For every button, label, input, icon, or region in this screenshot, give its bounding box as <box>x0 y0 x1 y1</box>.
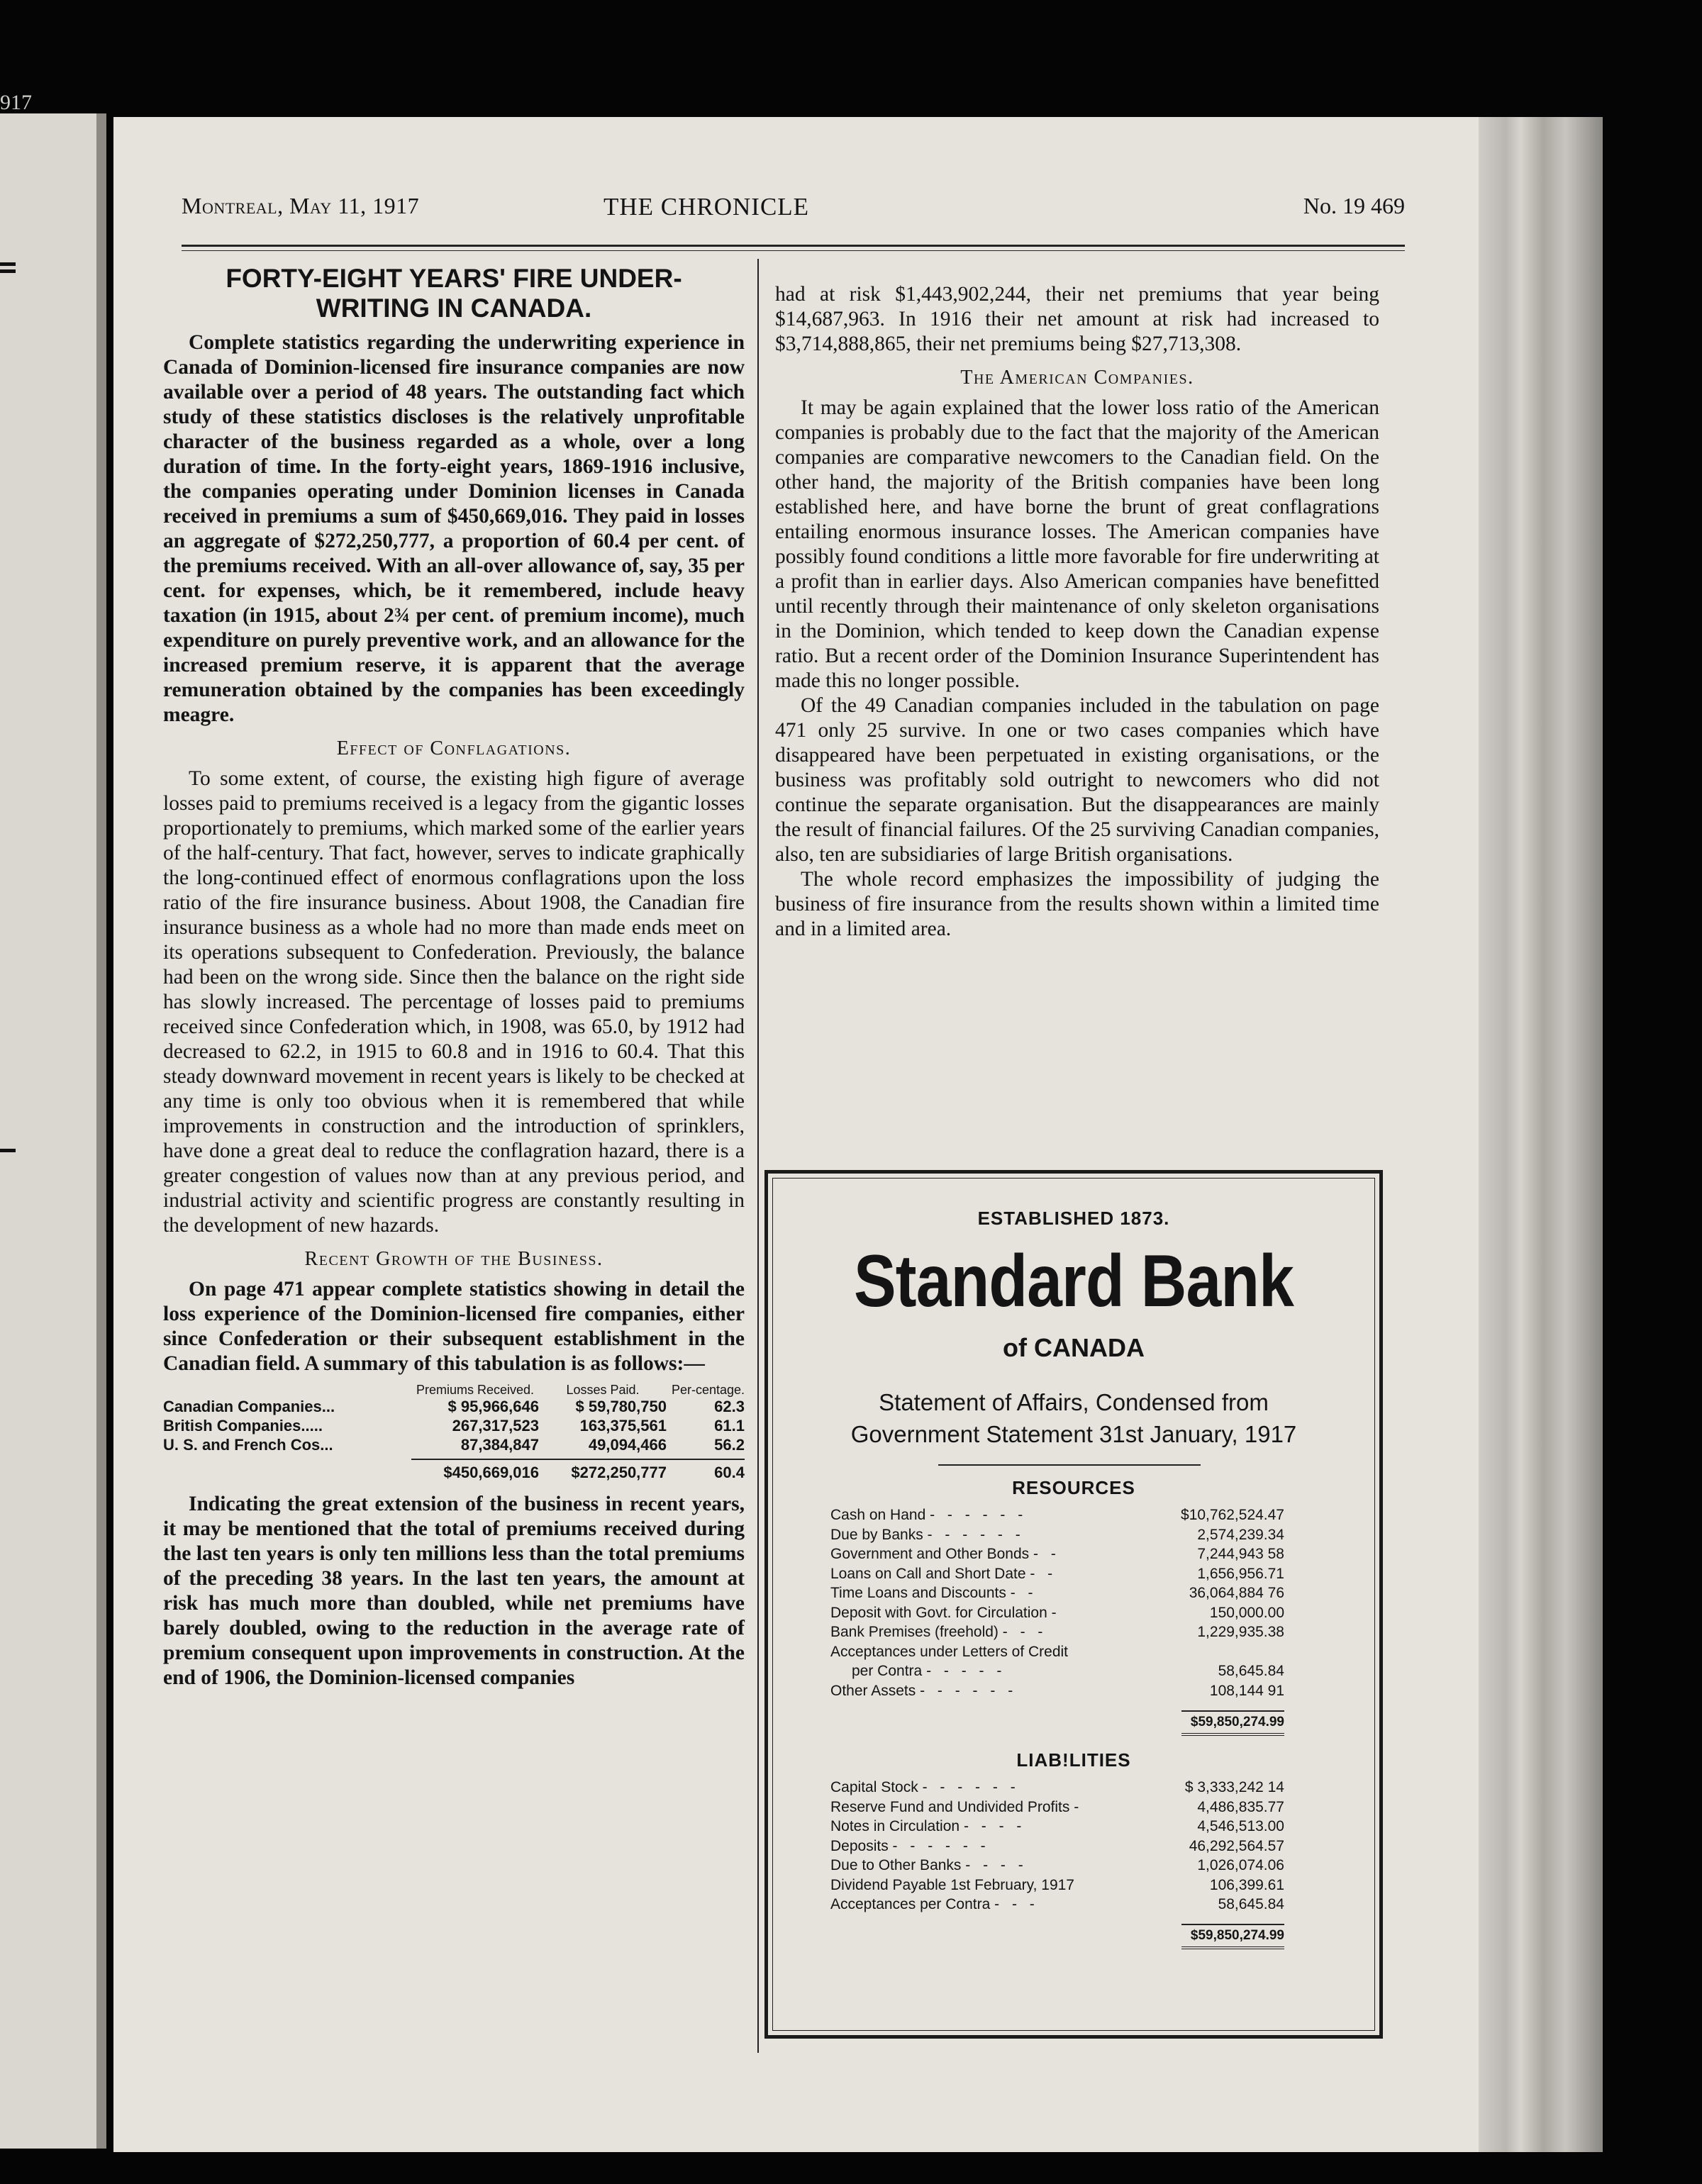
article-title-line1: FORTY-EIGHT YEARS' FIRE UNDER- <box>226 264 682 293</box>
previous-page-rule <box>0 1149 16 1152</box>
subheading-recent-growth: Recent Growth of the Business. <box>304 1248 604 1270</box>
list-item: Deposit with Govt. for Circulation - 150,000.00 <box>830 1604 1284 1621</box>
article-paragraph: Of the 49 Canadian companies included in the tabulation on page 471 only 25 survive. In one or two cases companies which have disappeared have been perpetuated in existing organisations, or the business was profitably sold outright to newcomers who did not continue the separate organisation. But the disappearances are mainly the result of financial failures. Of the 25 surviving Canadian companies, also, ten are subsidiaries of large British organisations. <box>775 694 1379 866</box>
header-publication-title: THE CHRONICLE <box>604 193 810 221</box>
column-divider <box>757 259 759 2053</box>
resources-list <box>830 1505 1284 1700</box>
resources-heading: RESOURCES <box>1012 1477 1135 1498</box>
list-item: Dividend Payable 1st February, 1917 106,399.61 <box>830 1876 1284 1893</box>
list-item: Due to Other Banks - - - - 1,026,074.06 <box>830 1857 1284 1873</box>
article-paragraph: had at risk $1,443,902,244, their net premiums that year being $14,687,963. In 1916 their net amount at risk had increased to $3,714,888,865, their net premiums being $27,713,308. <box>775 283 1379 355</box>
table-row: U. S. and French Cos... 87,384,847 49,094,466 56.2 <box>163 1436 745 1454</box>
page-header <box>182 193 1405 225</box>
list-item: Acceptances per Contra - - - 58,645.84 <box>830 1896 1284 1912</box>
previous-page-rule <box>0 269 16 273</box>
established-line: ESTABLISHED 1873. <box>977 1208 1170 1229</box>
list-item: Deposits - - - - - - 46,292,564.57 <box>830 1837 1284 1854</box>
article-paragraph: It may be again explained that the lower loss ratio of the American companies is probably due to the fact that the majority of the American companies are comparative newcomers to the Canadian field. On the other hand, the majority of the British companies have been long established here, and have borne the brunt of great conflagrations entailing enormous insurance losses. The American companies have possibly found conditions a little more favorable for fire underwriting at a profit than in earlier days. Also American companies have benefitted until recently through their maintenance of only skeleton organisations in the Dominion, which tended to keep down the Canadian expense ratio. But a recent order of the Dominion Insurance Superintendent has made this no longer possible. <box>775 396 1379 692</box>
page-fold <box>96 113 106 2149</box>
article-paragraph: The whole record emphasizes the impossibility of judging the business of fire insurance from the results shown within a limited time and in a limited area. <box>775 868 1379 940</box>
article-paragraph: To some extent, of course, the existing high figure of average losses paid to premiums received is a legacy from the gigantic losses proportionately to premiums, which marked some of the earlier years of the half-century. That fact, however, serves to indicate graphically the long-continued effect of enormous conflagrations upon the loss ratio of the fire insurance business. About 1908, the Canadian fire insurance business as a whole had no more than made ends meet on its operations subsequent to Confederation. Previously, the balance had been on the wrong side. Since then the balance on the right side has slowly increased. The percentage of losses paid to premiums received since Confederation which, in 1908, was 65.0, by 1912 had decreased to 62.2, in 1915 to 60.8 and in 1916 to 60.4. That this steady downward movement in recent years is likely to be checked at any time is only too obvious when it is remembered that while improvements in construction and the introduction of sprinklers, have done a great deal to reduce the conflagration hazard, there is a greater congestion of values now than at any previous period, and industrial activity and scientific progress are constantly resulting in the development of new hazards. <box>163 767 745 1237</box>
liabilities-list <box>830 1778 1284 1915</box>
previous-page-edge <box>0 113 106 2149</box>
advertisement-rule <box>938 1464 1201 1466</box>
header-rule-thin <box>182 250 1405 251</box>
header-rule <box>182 245 1405 247</box>
bank-name-subtitle: of CANADA <box>1003 1333 1145 1362</box>
column-right <box>775 282 1379 942</box>
subheading-american-companies: The American Companies. <box>960 367 1194 389</box>
bank-name: Standard Bank <box>853 1240 1294 1322</box>
summary-table <box>163 1383 745 1482</box>
list-item: Loans on Call and Short Date - - 1,656,956.71 <box>830 1565 1284 1582</box>
column-left <box>163 264 745 1690</box>
list-item: Capital Stock - - - - - - $ 3,333,242 14 <box>830 1779 1284 1795</box>
list-item: Notes in Circulation - - - - 4,546,513.00 <box>830 1818 1284 1834</box>
header-page-number: No. 19 469 <box>1303 193 1405 218</box>
article-paragraph: On page 471 appear complete statistics showing in detail the loss experience of the Dominion-licensed fire companies, either since Confederation or their subsequent establishment in the Canadian field. A summary of this tabulation is as follows:— <box>163 1278 745 1375</box>
liabilities-heading: LIAB!LITIES <box>1016 1749 1131 1771</box>
book-spine <box>1479 117 1603 2152</box>
column-header-percentage: Per-centage. <box>671 1383 745 1397</box>
statement-heading: Statement of Affairs, Condensed from Government Statement 31st January, 1917 <box>850 1389 1297 1447</box>
table-header-row <box>163 1383 745 1397</box>
liabilities-total: $59,850,274.99 <box>1181 1924 1284 1944</box>
list-item: Reserve Fund and Undivided Profits - 4,486,835.77 <box>830 1798 1284 1815</box>
table-total-row: $450,669,016 $272,250,777 60.4 <box>411 1459 745 1482</box>
bank-advertisement <box>764 1170 1383 2039</box>
table-row: Canadian Companies... $ 95,966,646 $ 59,780,750 62.3 <box>163 1398 745 1415</box>
previous-page-number-fragment: 917 <box>0 91 32 114</box>
article-title <box>163 264 745 323</box>
column-header-premiums: Premiums Received. <box>416 1383 535 1397</box>
previous-page-rule <box>0 262 16 266</box>
header-date: Montreal, May 11, 1917 <box>182 193 420 218</box>
article-paragraph: Indicating the great extension of the business in recent years, it may be mentioned that the total of premiums received during the last ten years is only ten millions less than the total premiums of the preceding 38 years. In the last ten years, the amount at risk has much more than doubled, while net premiums have barely doubled, owing to the reduction in the average rate of premium consequent upon improvements in construction. At the end of 1906, the Dominion-licensed companies <box>163 1493 745 1689</box>
newspaper-page <box>113 117 1479 2152</box>
list-item: Acceptances under Letters of Credit <box>830 1643 1069 1660</box>
subheading-conflagrations: Effect of Conflagations. <box>336 737 572 759</box>
article-title-line2: WRITING IN CANADA. <box>316 294 592 323</box>
column-header-losses: Losses Paid. <box>566 1383 640 1397</box>
list-item: Other Assets - - - - - - 108,144 91 <box>830 1682 1284 1699</box>
list-item: Bank Premises (freehold) - - - 1,229,935.38 <box>830 1624 1284 1640</box>
table-row: British Companies..... 267,317,523 163,375,561 61.1 <box>163 1417 745 1434</box>
list-item: Cash on Hand - - - - - - $10,762,524.47 <box>830 1507 1284 1523</box>
list-item: per Contra - - - - - 58,645.84 <box>852 1663 1284 1679</box>
list-item: Time Loans and Discounts - - 36,064,884 76 <box>830 1585 1284 1601</box>
list-item: Due by Banks - - - - - - 2,574,239.34 <box>830 1526 1284 1543</box>
resources-total: $59,850,274.99 <box>1181 1710 1284 1730</box>
article-intro-paragraph: Complete statistics regarding the underwriting experience in Canada of Dominion-licensed fire insurance companies are now available over a period of 48 years. The outstanding fact which study of these statistics discloses is the relatively unprofitable character of the business regarded as a whole, over a long duration of time. In the forty-eight years, 1869-1916 inclusive, the companies operating under Dominion licenses in Canada received in premiums a sum of $450,669,016. They paid in losses an aggregate of $272,250,777, a proportion of 60.4 per cent. of the premiums received. With an all-over allowance of, say, 35 per cent. for expenses, which, be it remembered, include heavy taxation (in 1915, about 2¾ per cent. of premium income), much expenditure on purely preventive work, and an allowance for the increased premium reserve, it is apparent that the average remuneration obtained by the companies has been exceedingly meagre. <box>163 331 745 726</box>
list-item: Government and Other Bonds - - 7,244,943 58 <box>830 1546 1284 1562</box>
